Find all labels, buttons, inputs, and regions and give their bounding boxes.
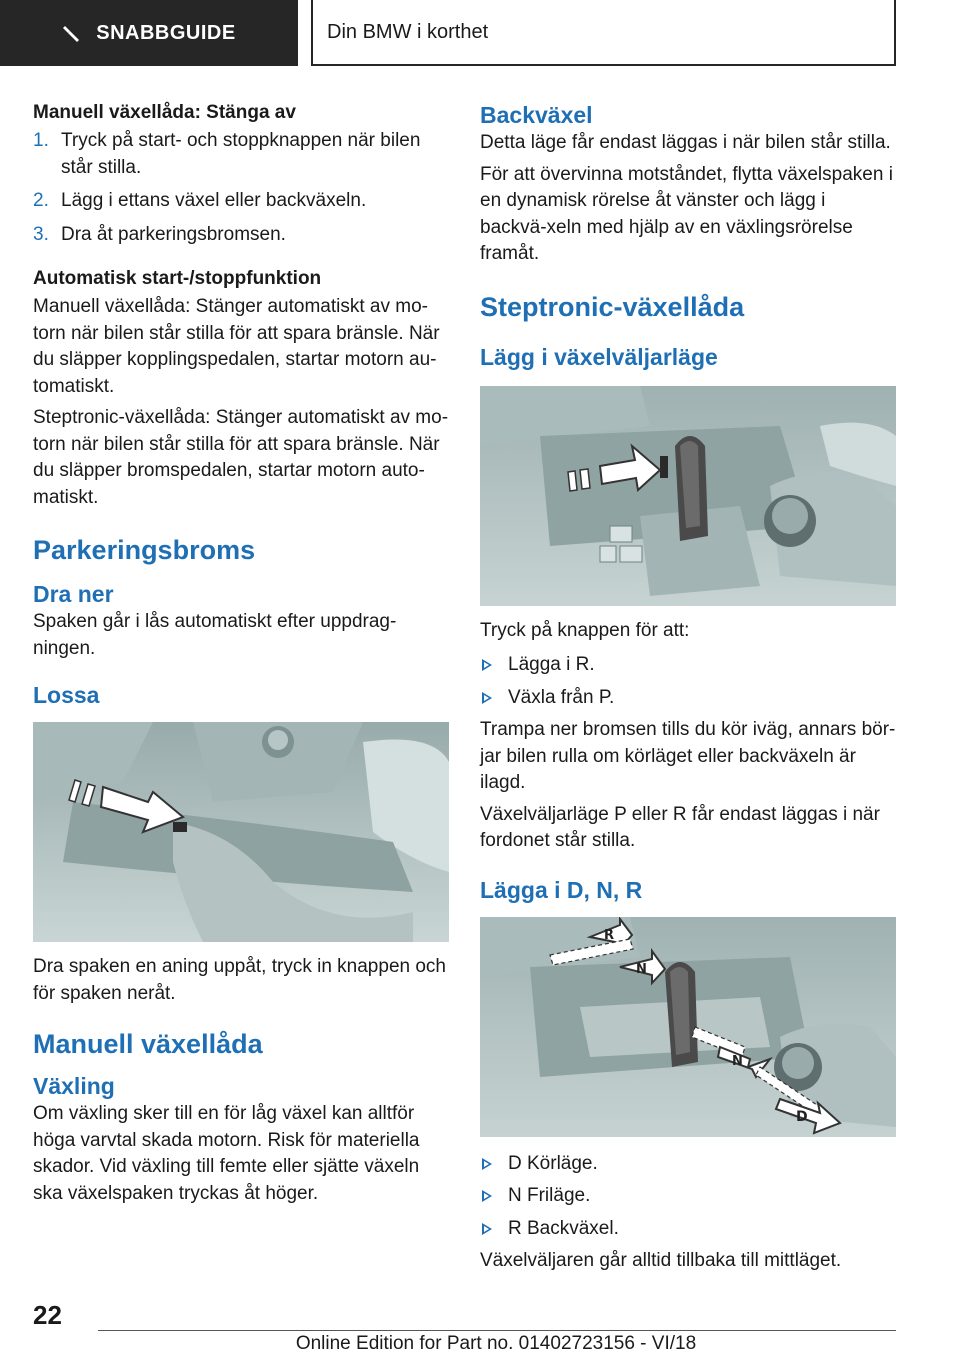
release-heading: Lossa — [33, 682, 100, 708]
pull-heading: Dra ner — [33, 581, 114, 607]
manual-stop-title: Manuell växellåda: Stänga av — [33, 102, 296, 123]
list-item-text: Lägga i R. — [508, 654, 595, 675]
step-text: Dra åt parkeringsbromsen. — [61, 223, 286, 245]
press-button-list — [480, 652, 896, 711]
handbrake-figure — [33, 722, 449, 942]
reverse-heading: Backväxel — [480, 102, 593, 128]
header-tab-label: SNABBGUIDE — [96, 21, 236, 44]
auto-start-stop-title: Automatisk start-/stoppfunktion — [33, 268, 322, 289]
triangle-bullet-icon — [482, 659, 492, 671]
list-item — [33, 188, 449, 215]
list-item — [480, 685, 896, 712]
list-item-text: D Körläge. — [508, 1152, 598, 1174]
right-column — [480, 100, 896, 1280]
parking-brake-heading: Parkeringsbroms — [33, 535, 256, 565]
list-item — [480, 652, 896, 679]
figure-label-r: R — [604, 927, 615, 943]
manual-stop-steps — [33, 128, 449, 248]
figure-label-n-bottom: N — [732, 1053, 743, 1069]
select-position-heading: Lägg i växelväljarläge — [480, 343, 718, 370]
gear-selector-button-figure — [480, 386, 896, 606]
auto-paragraph-manual: Manuell växellåda: Stänger automatiskt av mo-torn när bilen står stilla för att spara bränsle. När du släpper kopplingspedalen, startar motorn au-tomatiskt. — [33, 296, 440, 397]
step-text: Tryck på start- och stoppknappen när bilen står stilla. — [61, 130, 421, 178]
steptronic-heading: Steptronic-växellåda — [480, 291, 745, 322]
step-number: 3. — [33, 223, 49, 245]
manual-gearbox-heading: Manuell växellåda — [33, 1029, 263, 1059]
list-item — [33, 222, 449, 249]
figure-label-d: D — [796, 1108, 808, 1125]
reverse-paragraph-2: För att övervinna motståndet, flytta växelspaken i en dynamisk rörelse åt vänster och lägg i backvä-xeln med hjälp av en växlingsrörelse framåt. — [480, 163, 893, 264]
press-intro: Tryck på knappen för att: — [480, 619, 690, 641]
step-number: 1. — [33, 130, 49, 151]
footer-divider — [98, 1330, 896, 1331]
triangle-bullet-icon — [482, 1190, 492, 1202]
auto-paragraph-steptronic: Steptronic-växellåda: Stänger automatiskt av mo-torn när bilen står stilla för att spara bränsle. När du släpper bromspedalen, startar motorn auto-matiskt. — [33, 407, 449, 508]
reverse-paragraph-1: Detta läge får endast läggas i när bilen står stilla. — [480, 132, 891, 153]
list-item — [480, 1151, 896, 1178]
dnr-heading: Lägga i D, N, R — [480, 876, 643, 903]
wrench-icon — [62, 23, 82, 43]
release-caption: Dra spaken en aning uppåt, tryck in knappen och för spaken neråt. — [33, 956, 446, 1004]
figure-label-n-top: N — [636, 961, 647, 977]
header-section — [311, 0, 896, 66]
header-tab-quick-guide[interactable] — [0, 0, 298, 66]
shifting-heading: Växling — [33, 1073, 115, 1099]
footer-edition: Online Edition for Part no. 01402723156 - VI/18 — [295, 1333, 697, 1354]
brake-text: Trampa ner bromsen tills du kör iväg, annars bör-jar bilen rulla om körläget eller backväxeln är ilagd. — [480, 719, 896, 793]
triangle-bullet-icon — [482, 1223, 492, 1235]
list-item-text: N Friläge. — [508, 1185, 591, 1206]
list-item — [480, 1183, 896, 1210]
park-reverse-text: Växelväljarläge P eller R får endast läggas i när fordonet står stilla. — [480, 803, 880, 851]
list-item — [33, 128, 449, 181]
triangle-bullet-icon — [482, 1158, 492, 1170]
list-item-text: Växla från P. — [508, 686, 615, 708]
step-number: 2. — [33, 190, 49, 211]
page-number: 22 — [33, 1300, 62, 1330]
shifting-text: Om växling sker till en för låg växel kan alltför höga varvtal skada motorn. Risk för materiella skador. Vid växling till femte eller sjätte växeln ska växelspaken tryckas åt höger. — [33, 1103, 420, 1204]
return-text: Växelväljaren går alltid tillbaka till mittläget. — [480, 1250, 842, 1271]
step-text: Lägg i ettans växel eller backväxeln. — [61, 190, 367, 211]
dnr-list — [480, 1151, 896, 1243]
triangle-bullet-icon — [482, 692, 492, 704]
pull-text: Spaken går i lås automatiskt efter uppdrag-ningen. — [33, 611, 397, 659]
list-item — [480, 1216, 896, 1243]
left-column — [33, 100, 449, 1212]
dnr-shift-figure — [480, 917, 896, 1137]
header-section-title: Din BMW i korthet — [327, 20, 489, 43]
list-item-text: R Backväxel. — [508, 1217, 619, 1239]
